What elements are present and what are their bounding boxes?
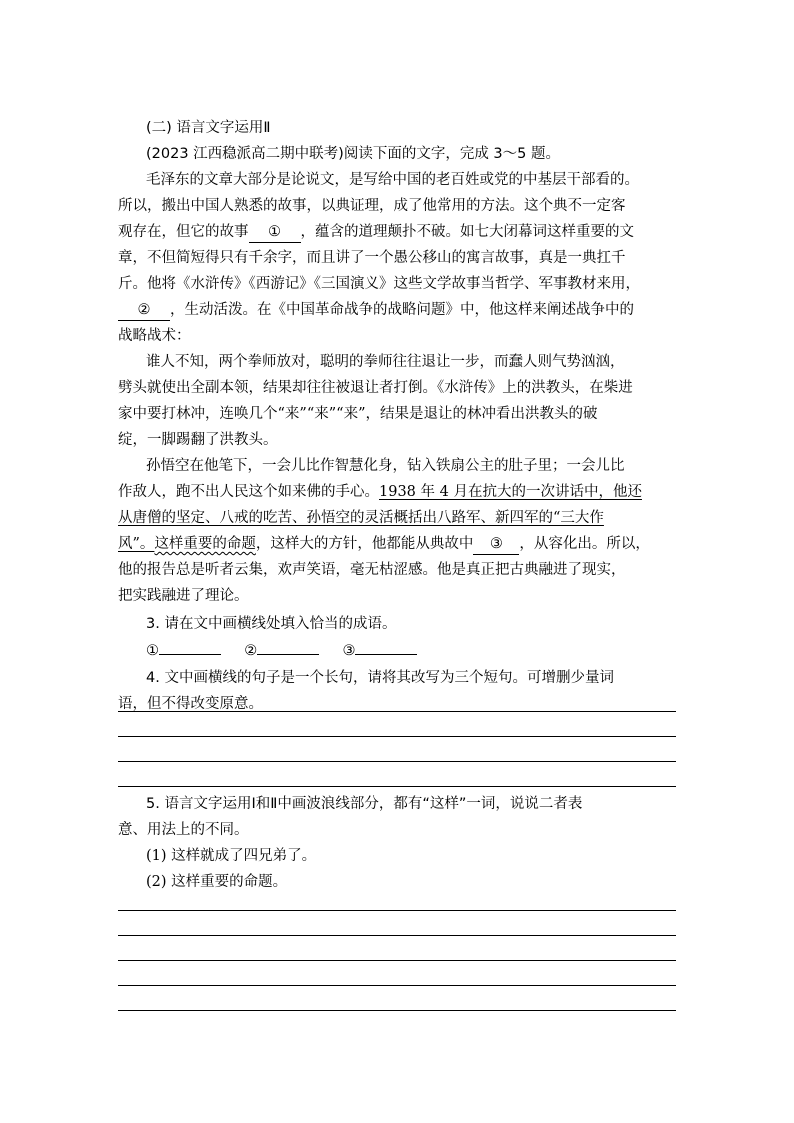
passage-line: 所以，搬出中国人熟悉的故事，以典证理，成了他常用的方法。这个典不一定客 [118, 198, 626, 214]
passage-line: 战略战术： [118, 328, 191, 344]
question-5: 意、用法上的不同。 [118, 822, 249, 838]
passage-line: 把实践融进了理论。 [118, 588, 249, 604]
fill-blank-2[interactable]: ② [118, 301, 170, 321]
passage-line [118, 220, 634, 244]
question-5: 5. 语言文字运用Ⅰ和Ⅱ中画波浪线部分，都有“这样”一词，说说二者表 [146, 796, 583, 812]
passage-text: ，从容化出。所以， [519, 536, 650, 552]
answer-blank-3[interactable] [355, 638, 417, 655]
underlined-sentence: 风”。 [118, 536, 155, 552]
quote-line: 绽，一脚踢翻了洪教头。 [118, 432, 278, 448]
passage-line [118, 298, 634, 322]
question-3: 3. 请在文中画横线处填入恰当的成语。 [146, 616, 397, 632]
answer-line[interactable] [118, 960, 676, 961]
passage-line [118, 532, 650, 556]
answer-label-2: ② [244, 643, 258, 659]
passage-text: 观存在，但它的故事 [118, 224, 249, 240]
answer-line[interactable] [118, 711, 676, 712]
quote-line: 谁人不知，两个拳师放对，聪明的拳师往往退让一步，而蠢人则气势汹汹， [146, 354, 625, 370]
answer-line[interactable] [118, 910, 676, 911]
passage-line: 他的报告总是听者云集，欢声笑语，毫无枯涩感。他是真正把古典融进了现实， [118, 562, 626, 578]
answer-line[interactable] [118, 786, 676, 787]
wavy-underlined-phrase: 这样重要的命题 [154, 536, 256, 552]
passage-line [118, 480, 642, 504]
quote-line: 家中要打林冲，连唤几个“来”“来”“来”，结果是退让的林冲看出洪教头的破 [118, 406, 598, 422]
answer-line[interactable] [118, 985, 676, 986]
question-3-answers [146, 638, 417, 663]
question-4: 语，但不得改变原意。 [118, 696, 263, 712]
passage-text: ，蕴含的道理颠扑不破。如七大闭幕词这样重要的文 [300, 224, 634, 240]
passage-line: 孙悟空在他笔下，一会儿比作智慧化身，钻入铁扇公主的肚子里；一会儿比 [146, 458, 625, 474]
passage-text: 作敌人，跑不出人民这个如来佛的手心。 [118, 484, 379, 500]
fill-blank-1[interactable]: ① [249, 223, 301, 243]
passage-line: 斤。他将《水浒传》《西游记》《三国演义》这些文学故事当哲学、军事教材来用， [118, 276, 640, 292]
answer-blank-1[interactable] [159, 638, 221, 655]
answer-label-3: ③ [342, 643, 356, 659]
answer-line[interactable] [118, 736, 676, 737]
passage-text: ，这样大的方针，他都能从典故中 [255, 536, 474, 552]
section-source: (2023 江西稳派高二期中联考)阅读下面的文字，完成 3～5 题。 [146, 146, 560, 162]
answer-line[interactable] [118, 935, 676, 936]
answer-line[interactable] [118, 1010, 676, 1011]
underlined-sentence: 从唐僧的坚定、八戒的吃苦、孙悟空的灵活概括出八路军、新四军的“三大作 [118, 510, 604, 526]
answer-line[interactable] [118, 761, 676, 762]
passage-line: 毛泽东的文章大部分是论说文，是写给中国的老百姓或党的中基层干部看的。 [146, 172, 639, 188]
answer-blank-2[interactable] [257, 638, 319, 655]
quote-line: 劈头就使出全副本领，结果却往往被退让者打倒。《水浒传》上的洪教头，在柴进 [118, 380, 633, 396]
question-5-item: (1) 这样就成了四兄弟了。 [146, 848, 317, 864]
question-5-item: (2) 这样重要的命题。 [146, 874, 288, 890]
question-4: 4. 文中画横线的句子是一个长句，请将其改写为三个短句。可增删少量词 [146, 670, 614, 686]
passage-line: 章，不但简短得只有千余字，而且讲了一个愚公移山的寓言故事，真是一典扛千 [118, 250, 626, 266]
answer-label-1: ① [146, 643, 159, 659]
fill-blank-3[interactable]: ③ [473, 535, 519, 555]
passage-line [118, 506, 604, 530]
passage-text: ，生动活泼。在《中国革命战争的战略问题》中，他这样来阐述战争中的 [170, 302, 634, 318]
underlined-sentence: 1938 年 4 月在抗大的一次讲话中，他还 [379, 484, 642, 500]
section-title: (二) 语言文字运用Ⅱ [146, 120, 271, 136]
